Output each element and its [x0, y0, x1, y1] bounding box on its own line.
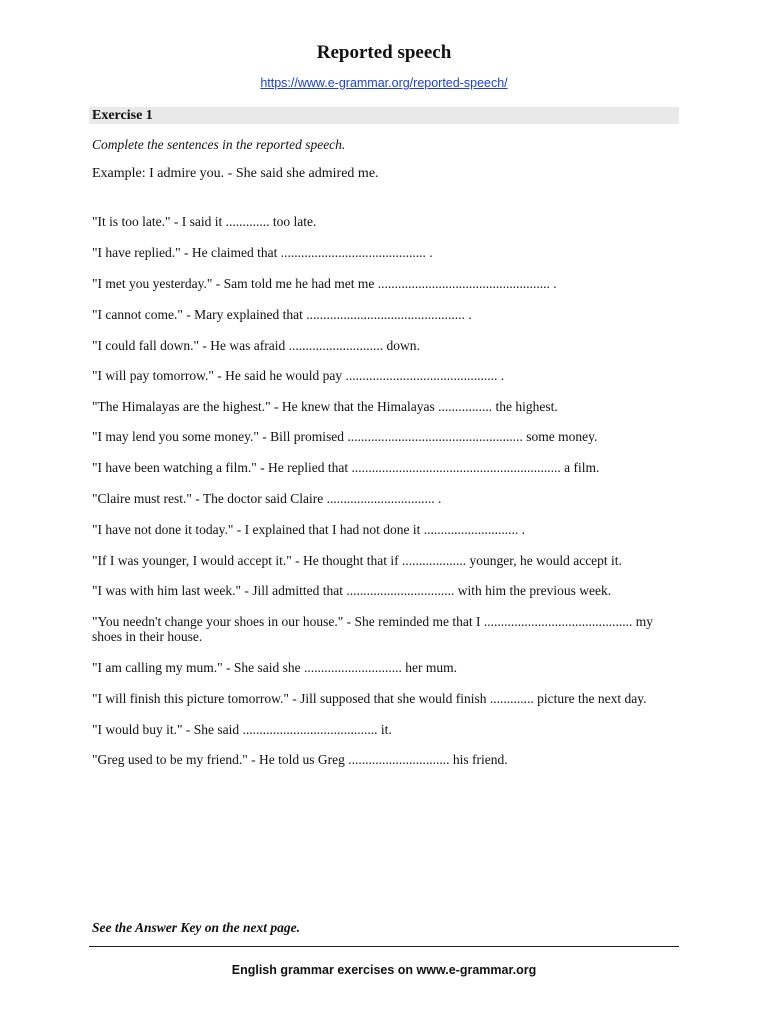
exercise-sentence-18: "Greg used to be my friend." - He told us Greg .............................. his friend. — [92, 752, 508, 767]
exercise-sentence-7: "The Himalayas are the highest." - He knew that the Himalayas ................ the highest. — [92, 399, 558, 414]
exercise-sentence-14: "You needn't change your shoes in our house." - She reminded me that I ............................................ my shoes in their house. — [92, 614, 654, 644]
exercise-heading: Exercise 1 — [92, 108, 153, 123]
exercise-heading-bar — [89, 107, 679, 124]
exercise-sentence-4: "I cannot come." - Mary explained that ............................................... . — [92, 307, 472, 322]
footer-divider — [89, 946, 679, 947]
exercise-sentence-2: "I have replied." - He claimed that ........................................... . — [92, 245, 433, 260]
exercise-sentence-3: "I met you yesterday." - Sam told me he had met me ................................................... . — [92, 276, 557, 291]
page-title: Reported speech — [316, 42, 452, 63]
answer-key-note: See the Answer Key on the next page. — [92, 920, 300, 935]
source-link[interactable]: https://www.e-grammar.org/reported-speech/ — [260, 76, 508, 90]
exercise-sentence-8: "I may lend you some money." - Bill promised .................................................... some money. — [92, 429, 598, 444]
exercise-sentence-16: "I will finish this picture tomorrow." - Jill supposed that she would finish ............. picture the next day. — [92, 691, 647, 706]
exercise-sentence-10: "Claire must rest." - The doctor said Claire ................................ . — [92, 491, 442, 506]
exercise-sentence-6: "I will pay tomorrow." - He said he would pay ............................................. . — [92, 368, 505, 383]
exercise-sentence-13: "I was with him last week." - Jill admitted that ................................ with him the previous week. — [92, 583, 612, 598]
exercise-sentence-9: "I have been watching a film." - He replied that .............................................................. a film. — [92, 460, 600, 475]
exercise-sentence-17: "I would buy it." - She said ........................................ it. — [92, 722, 392, 737]
exercise-sentence-15: "I am calling my mum." - She said she ............................. her mum. — [92, 660, 457, 675]
exercise-sentence-5: "I could fall down." - He was afraid ............................ down. — [92, 338, 420, 353]
instruction-text: Complete the sentences in the reported speech. — [92, 137, 346, 152]
footer-text: English grammar exercises on www.e-grammar.org — [231, 963, 537, 977]
exercise-sentence-11: "I have not done it today." - I explained that I had not done it ............................ . — [92, 522, 526, 537]
exercise-sentence-12: "If I was younger, I would accept it." - He thought that if ................... younger, he would accept it. — [92, 553, 622, 568]
example-sentence: Example: I admire you. - She said she admired me. — [92, 166, 379, 181]
exercise-sentence-1: "It is too late." - I said it ............. too late. — [92, 214, 317, 229]
